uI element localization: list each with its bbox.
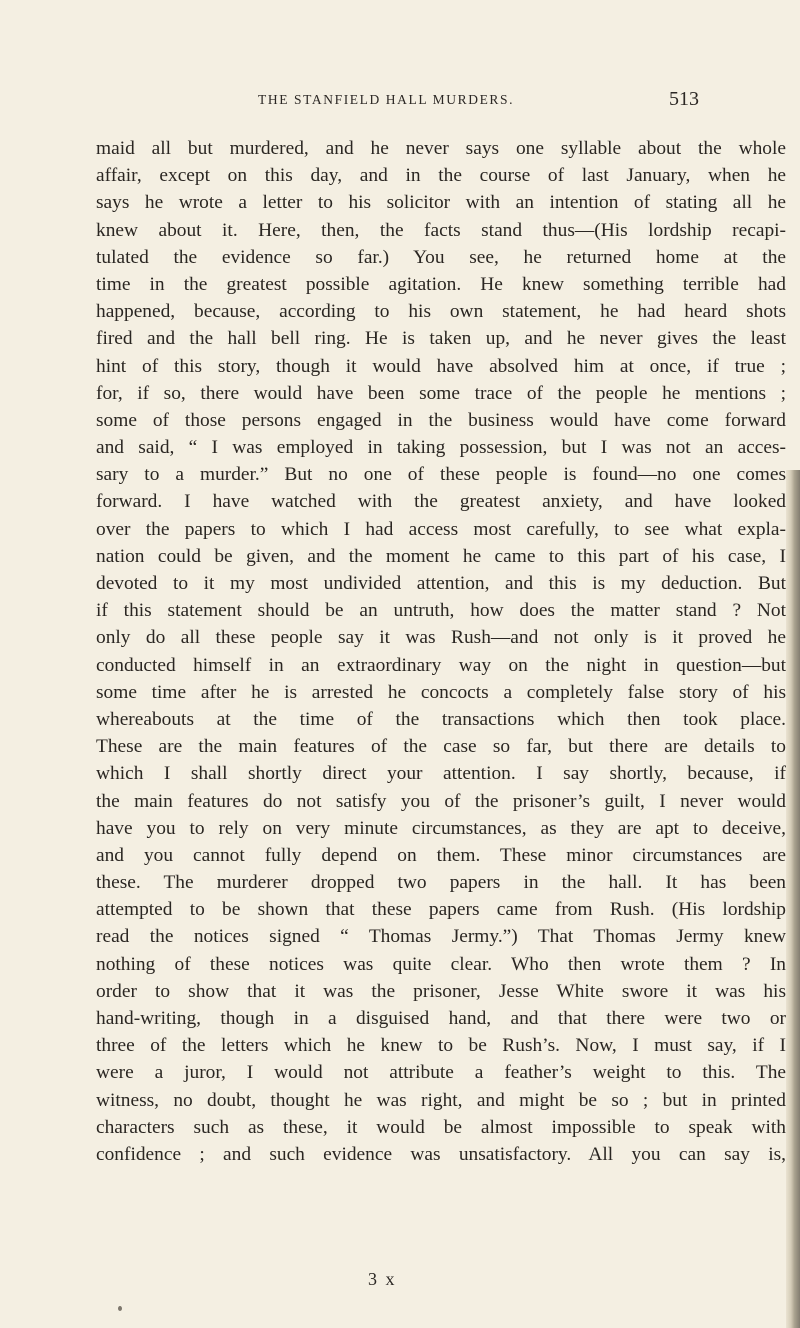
text-line: some of those persons engaged in the business would have come forward <box>96 409 786 431</box>
text-line: nation could be given, and the moment he came to this part of his case, I <box>96 545 786 567</box>
text-line: order to show that it was the prisoner, Jesse White swore it was his <box>96 980 786 1002</box>
text-line: happened, because, according to his own statement, he had heard shots <box>96 301 786 323</box>
text-line: for, if so, there would have been some trace of the people he mentions ; <box>96 382 786 404</box>
text-line: only do all these people say it was Rush—and not only is it proved he <box>96 627 786 649</box>
text-line: whereabouts at the time of the transactions which then took place. <box>96 708 786 730</box>
text-line: were a juror, I would not attribute a feather’s weight to this. The <box>96 1062 786 1084</box>
text-line: which I shall shortly direct your attention. I say shortly, because, if <box>96 763 786 785</box>
text-line: maid all but murdered, and he never says one syllable about the whole <box>96 138 786 159</box>
running-head <box>0 88 800 112</box>
body-text <box>96 135 786 1168</box>
ink-speck <box>118 1306 122 1311</box>
text-line: nothing of these notices was quite clear. Who then wrote them ? In <box>96 953 786 975</box>
text-line: these. The murderer dropped two papers in the hall. It has been <box>96 872 786 894</box>
text-line: devoted to it my most undivided attention, and this is my deduction. But <box>96 573 786 594</box>
text-line: sary to a murder.” But no one of these people is found—no one comes <box>96 464 786 486</box>
text-line: characters such as these, it would be almost impossible to speak with <box>96 1116 786 1138</box>
text-line: These are the main features of the case so far, but there are details to <box>96 736 786 758</box>
text-line: affair, except on this day, and in the course of last January, when he <box>96 165 786 187</box>
page-number: 513 <box>669 88 699 110</box>
page-edge-shadow <box>786 470 800 1328</box>
text-line: says he wrote a letter to his solicitor with an intention of stating all he <box>96 192 786 214</box>
text-line: and you cannot fully depend on them. These minor circumstances are <box>96 844 786 866</box>
text-line: knew about it. Here, then, the facts stand thus—(His lordship recapi- <box>96 219 786 241</box>
text-line: three of the letters which he knew to be Rush’s. Now, I must say, if I <box>96 1035 786 1057</box>
running-title: THE STANFIELD HALL MURDERS. <box>258 92 515 107</box>
text-line: if this statement should be an untruth, how does the matter stand ? Not <box>96 600 786 622</box>
text-line: have you to rely on very minute circumstances, as they are apt to deceive, <box>96 817 786 839</box>
text-line: time in the greatest possible agitation. He knew something terrible had <box>96 273 786 295</box>
text-line: read the notices signed “ Thomas Jermy.”) That Thomas Jermy knew <box>96 926 786 948</box>
text-line: tulated the evidence so far.) You see, he returned home at the <box>96 246 786 268</box>
signature-mark: 3 x <box>368 1269 397 1289</box>
text-line: witness, no doubt, thought he was right, and might be so ; but in printed <box>96 1089 786 1111</box>
text-line: confidence ; and such evidence was unsatisfactory. All you can say is, <box>96 1143 786 1165</box>
text-line: forward. I have watched with the greatest anxiety, and have looked <box>96 491 786 513</box>
text-line: and said, “ I was employed in taking possession, but I was not an acces- <box>96 437 786 459</box>
text-line: attempted to be shown that these papers came from Rush. (His lordship <box>96 899 786 921</box>
text-line: hand-writing, though in a disguised hand, and that there were two or <box>96 1008 786 1029</box>
text-line: hint of this story, though it would have absolved him at once, if true ; <box>96 355 786 377</box>
text-line: over the papers to which I had access most carefully, to see what expla- <box>96 518 786 540</box>
text-line: conducted himself in an extraordinary way on the night in question—but <box>96 654 786 676</box>
text-line: fired and the hall bell ring. He is taken up, and he never gives the least <box>96 328 786 350</box>
text-line: some time after he is arrested he concocts a completely false story of his <box>96 681 786 703</box>
text-line: the main features do not satisfy you of the prisoner’s guilt, I never would <box>96 790 786 812</box>
